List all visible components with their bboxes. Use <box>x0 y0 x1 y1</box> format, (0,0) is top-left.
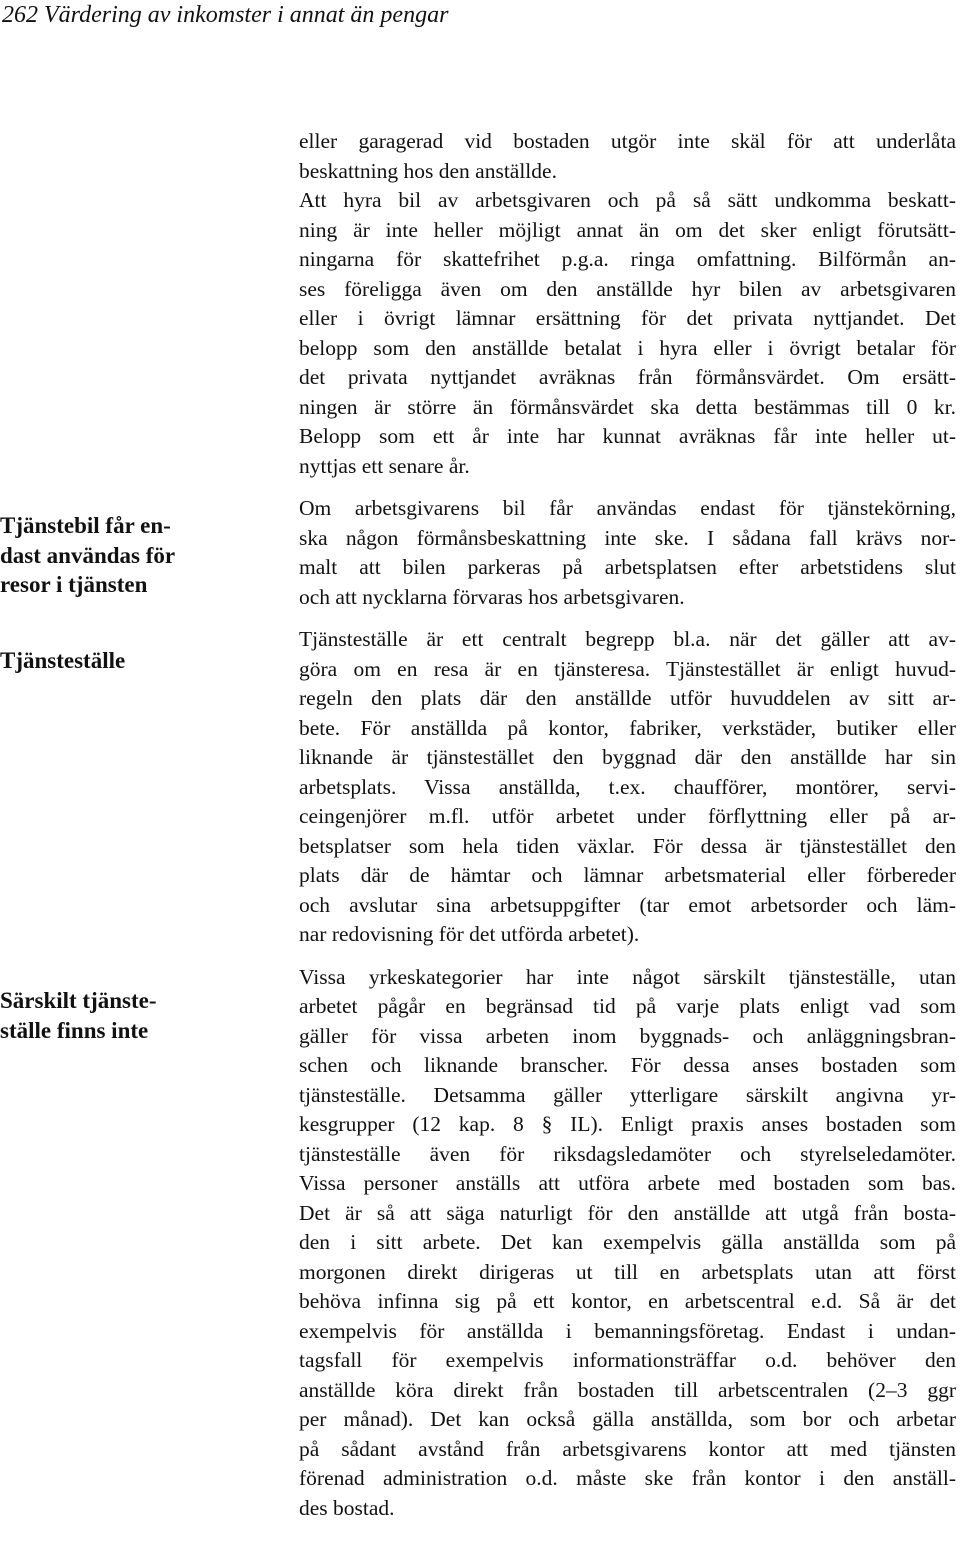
margin-note-sarskilt <box>0 986 220 1045</box>
text-line: tjänsteställe. Detsamma gäller ytterligare särskilt angivna yr- <box>299 1082 956 1107</box>
paragraph-tjanstestalle <box>299 625 956 950</box>
text-line: regeln den plats där den anställde utför huvuddelen av sitt ar- <box>299 686 956 710</box>
text-line: plats där de hämtar och lämnar arbetsmaterial eller förbereder <box>299 863 956 887</box>
text-line: ses föreligga även om den anställde hyr bilen av arbetsgivaren <box>299 276 956 301</box>
text-line: Att hyra bil av arbetsgivaren och på så sätt undkomma beskatt- <box>299 188 956 212</box>
page-header: 262 Värdering av inkomster i annat än pengar <box>2 2 449 28</box>
paragraph-bilformansvarde <box>299 127 956 481</box>
text-line: des bostad. <box>299 1495 395 1520</box>
text-line: Vissa personer anställs att utföra arbete med bostaden som bas. <box>299 1171 956 1195</box>
text-line: liknande är tjänstestället den byggnad där den anställde har sin <box>299 745 956 769</box>
text-line: tjänsteställe även för riksdagsledamöter och styrelseledamöter. <box>299 1141 956 1166</box>
text-line: per månad). Det kan också gälla anställda, som bor och arbetar <box>299 1407 956 1431</box>
text-line: bete. För anställda på kontor, fabriker, verkstäder, butiker eller <box>299 715 956 740</box>
text-line: behöva infinna sig på ett kontor, en arbetscentral e.d. Så är det <box>299 1289 956 1313</box>
text-line: och avslutar sina arbetsuppgifter (tar emot arbetsorder och läm- <box>299 892 956 917</box>
text-line: Om arbetsgivarens bil får användas endast för tjänstekörning, <box>299 496 956 520</box>
text-line: ning är inte heller möjligt annat än om det sker enligt förutsätt- <box>299 217 956 242</box>
margin-note-line: Tjänstebil får en- <box>0 513 171 538</box>
text-line: den i sitt arbete. Det kan exempelvis gälla anställda som på <box>299 1230 956 1254</box>
text-line: Vissa yrkeskategorier har inte något särskilt tjänsteställe, utan <box>299 964 956 989</box>
text-line: nar redovisning för det utförda arbetet). <box>299 922 640 946</box>
text-line: Tjänsteställe är ett centralt begrepp bl.a. när det gäller att av- <box>299 627 956 651</box>
margin-note-line: Särskilt tjänste- <box>0 988 157 1013</box>
text-line: förenad administration o.d. måste ske från kontor i den anställ- <box>299 1466 956 1490</box>
text-line: malt att bilen parkeras på arbetsplatsen efter arbetstidens slut <box>299 555 956 579</box>
text-line: ningarna för skattefrihet p.g.a. ringa omfattning. Bilförmån an- <box>299 247 956 271</box>
text-line: eller garagerad vid bostaden utgör inte skäl för att underlåta <box>299 129 956 153</box>
margin-note-tjanstestalle <box>0 646 220 676</box>
text-line: och att nycklarna förvaras hos arbetsgivaren. <box>299 584 685 609</box>
text-line: anställde köra direkt från bostaden till arbetscentralen (2–3 ggr <box>299 1377 956 1402</box>
margin-note-line: resor i tjänsten <box>0 572 148 597</box>
text-line: på sådant avstånd från arbetsgivarens kontor att med tjänsten <box>299 1436 956 1461</box>
text-line: belopp som den anställde betalat i hyra eller i övrigt betalar för <box>299 335 956 360</box>
margin-note-line: dast användas för <box>0 542 176 568</box>
text-line: Belopp som ett år inte har kunnat avräknas får inte heller ut- <box>299 424 956 448</box>
margin-note-line: ställe finns inte <box>0 1017 149 1043</box>
text-line: Det är så att säga naturligt för den anställde att utgå från bosta- <box>299 1200 956 1225</box>
margin-note-tjanstebil <box>0 511 220 600</box>
text-line: ningen är större än förmånsvärdet ska detta bestämmas till 0 kr. <box>299 394 956 419</box>
text-line: beskattning hos den anställde. <box>299 158 557 183</box>
text-line: schen och liknande branscher. För dessa anses bostaden som <box>299 1053 956 1077</box>
text-line: ska någon förmånsbeskattning inte ske. I sådana fall krävs nor- <box>299 525 956 550</box>
text-line: morgonen direkt dirigeras ut till en arbetsplats utan att först <box>299 1259 956 1284</box>
margin-note-line: Tjänsteställe <box>0 648 126 673</box>
text-line: eller i övrigt lämnar ersättning för det privata nyttjandet. Det <box>299 306 956 330</box>
text-line: betsplatser som hela tiden växlar. För dessa är tjänstestället den <box>299 833 956 858</box>
text-line: ceingenjörer m.fl. utför arbetet under förflyttning eller på ar- <box>299 804 956 828</box>
text-line: arbetet pågår en begränsad tid på varje plats enligt vad som <box>299 994 956 1018</box>
text-line: arbetsplats. Vissa anställda, t.ex. chaufförer, montörer, servi- <box>299 774 956 799</box>
text-line: kesgrupper (12 kap. 8 § IL). Enligt praxis anses bostaden som <box>299 1112 956 1136</box>
text-line: nyttjas ett senare år. <box>299 453 470 478</box>
text-line: tagsfall för exempelvis informationsträffar o.d. behöver den <box>299 1348 956 1372</box>
text-line: gäller för vissa arbeten inom byggnads- och anläggningsbran- <box>299 1023 956 1048</box>
paragraph-sarskilt-tjanstestalle <box>299 963 956 1524</box>
text-line: det privata nyttjandet avräknas från förmånsvärdet. Om ersätt- <box>299 365 956 389</box>
main-text <box>299 127 956 1536</box>
paragraph-tjanstekorning <box>299 494 956 612</box>
text-line: göra om en resa är en tjänsteresa. Tjänstestället är enligt huvud- <box>299 656 956 681</box>
text-line: exempelvis för anställda i bemanningsföretag. Endast i undan- <box>299 1318 956 1343</box>
